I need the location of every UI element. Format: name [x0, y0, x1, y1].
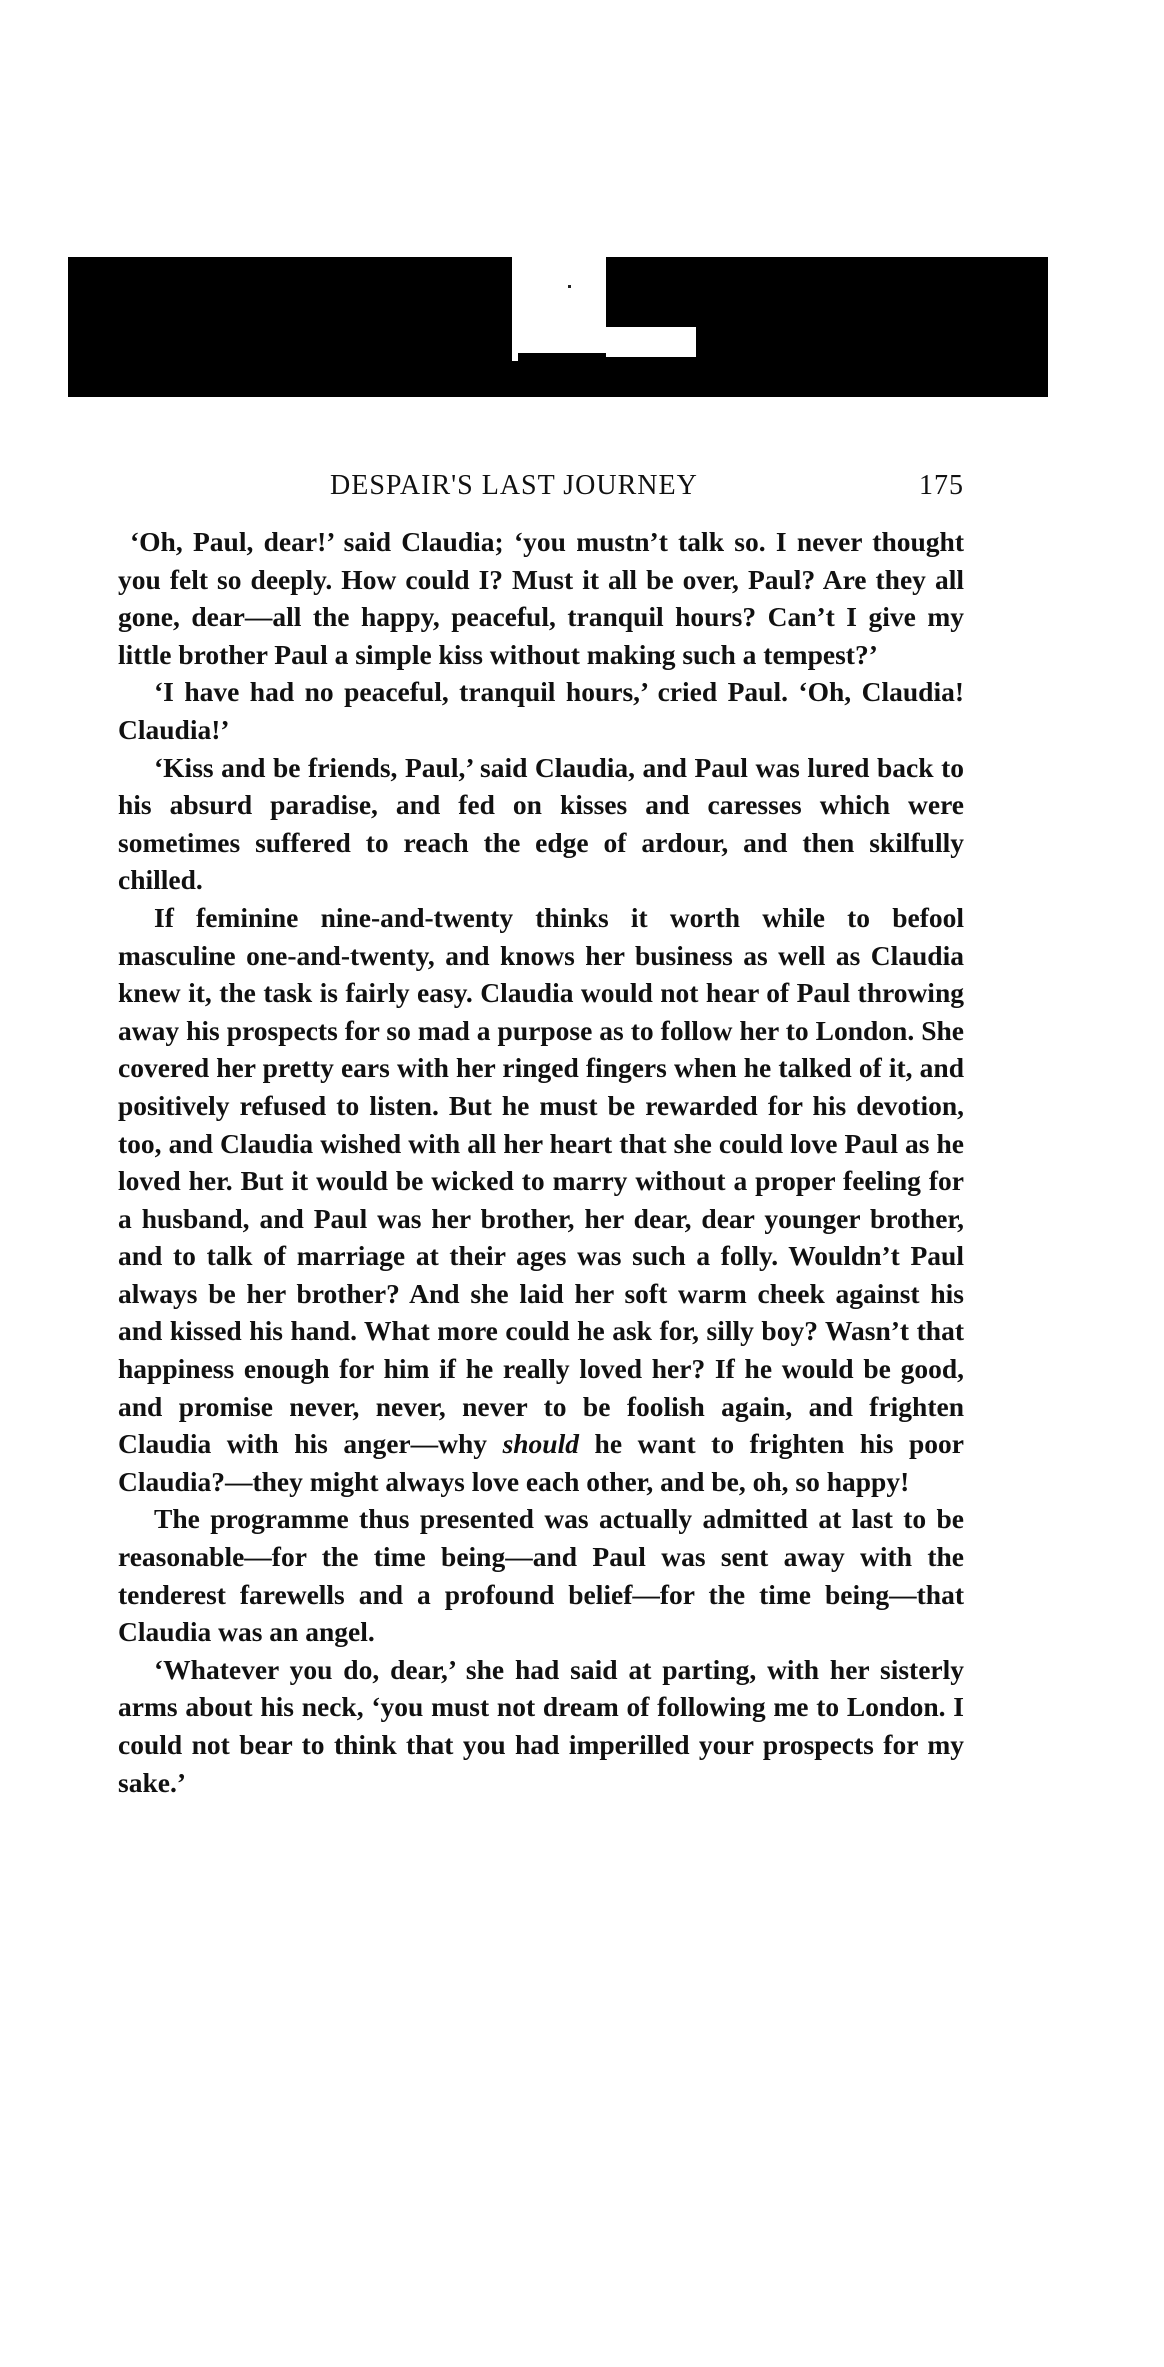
emphasis-text: should: [502, 1428, 579, 1460]
running-head-title: DESPAIR'S LAST JOURNEY: [330, 470, 698, 501]
scan-artifact-mark: [606, 327, 696, 357]
paragraph: ‘Kiss and be friends, Paul,’ said Claudia, and Paul was lured back to his absurd paradise, and fed on kisses and caresses which were sometimes suffered to reach the edge of ardour, and then skilfully chilled.: [118, 751, 964, 896]
scan-artifact-mark: [512, 257, 606, 353]
paragraph: ‘Whatever you do, dear,’ she had said at parting, with her sisterly arms about his neck, ‘you must not dream of following me to London. I could not bear to think that you had imperilled your prospects for my sake.’: [118, 1653, 964, 1798]
body-text: [118, 523, 964, 1801]
paragraph: ‘Oh, Paul, dear!’ said Claudia; ‘you mustn’t talk so. I never thought you felt so deeply. How could I? Must it all be over, Paul? Are they all gone, dear—all the happy, peaceful, tranquil hours? Can’t I give my little brother Paul a simple kiss without making such a tempest?’: [118, 526, 964, 670]
paragraph: The programme thus presented was actually admitted at last to be reasonable—for the time being—and Paul was sent away with the tenderest farewells and a profound belief—for the time being—that Claudia was an angel.: [118, 1503, 964, 1648]
scan-artifact-bar: [68, 257, 1048, 397]
running-head: [330, 470, 970, 510]
paragraph: ‘I have had no peaceful, tranquil hours,’ cried Paul. ‘Oh, Claudia! Claudia!’: [118, 676, 964, 745]
scan-artifact-mark: [512, 341, 518, 361]
paragraph-text: he want to frighten his poor Claudia?—they might always love each other, and be, oh, so happy!: [118, 1428, 964, 1497]
scan-artifact-speck: [568, 285, 571, 288]
paragraph-text: If feminine nine-and-twenty thinks it worth while to befool masculine one-and-twenty, and knows her business as well as Claudia knew it, the task is fairly easy. Claudia would not hear of Paul throwing away his prospects for so mad a purpose as to follow her to London. She covered her pretty ears with her ringed fingers when he talked of it, and positively refused to listen. But he must be rewarded for his devotion, too, and Claudia wished with all her heart that she could love Paul as he loved her. But it would be wicked to marry without a proper feeling for a husband, and Paul was her brother, her dear, dear younger brother, and to talk of marriage at their ages was such a folly. Wouldn’t Paul always be her brother? And she laid her soft warm cheek against his and kissed his hand. What more could he ask for, silly boy? Wasn’t that happiness enough for him if he really loved her? If he would be good, and promise never, never, never to be foolish again, and frighten Claudia with his anger—why: [118, 901, 964, 1460]
page-number: 175: [919, 470, 964, 501]
paragraph: [118, 899, 964, 1501]
